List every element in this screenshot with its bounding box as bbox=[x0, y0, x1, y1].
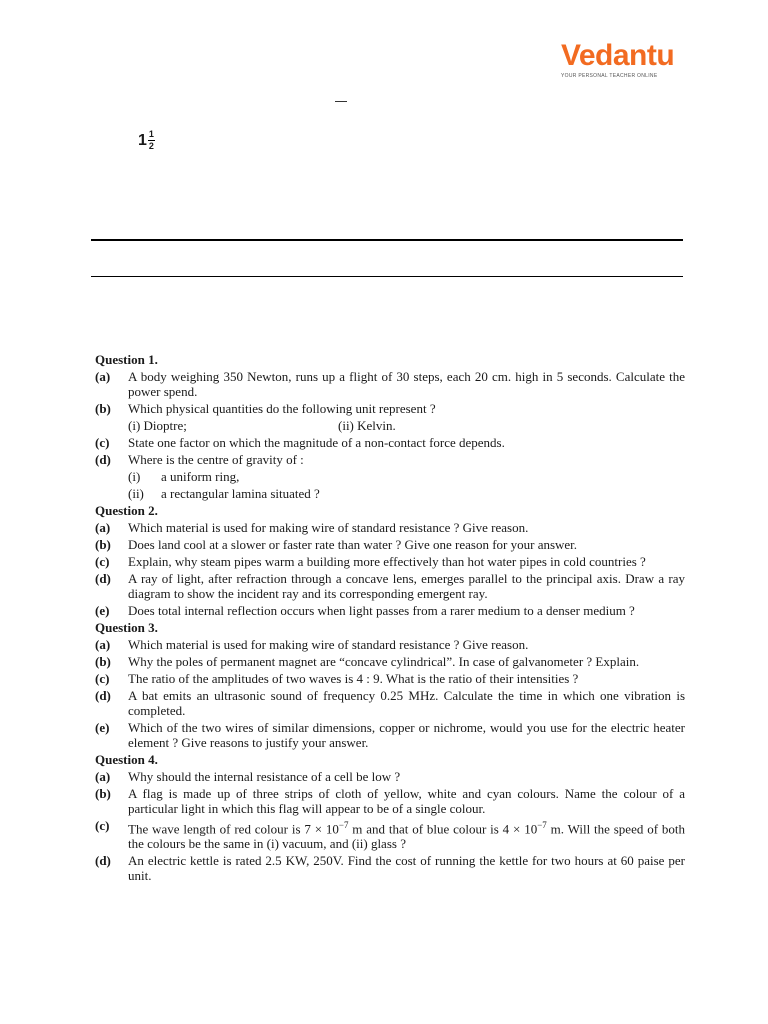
option-text: (i) Dioptre; bbox=[128, 418, 187, 433]
item-label: (d) bbox=[95, 571, 111, 586]
question-item bbox=[95, 452, 685, 467]
item-text: Which material is used for making wire of standard resistance ? Give reason. bbox=[128, 637, 529, 652]
logo-tagline: YOUR PERSONAL TEACHER ONLINE bbox=[561, 73, 658, 79]
question-item bbox=[95, 688, 685, 718]
sub-item-text: a rectangular lamina situated ? bbox=[161, 486, 320, 501]
logo-wordmark: Vedantu bbox=[561, 39, 675, 72]
exponent: −7 bbox=[537, 820, 547, 830]
item-text: A flag is made up of three strips of cloth of yellow, white and cyan colours. Name the colour of a particular light in which this flag will appear to be of a single colour. bbox=[128, 786, 685, 816]
question-item bbox=[95, 520, 685, 535]
item-label: (c) bbox=[95, 671, 110, 686]
sub-item-label: (i) bbox=[128, 469, 141, 484]
question-title: Question 4. bbox=[95, 752, 158, 767]
item-label: (e) bbox=[95, 603, 110, 618]
item-label: (d) bbox=[95, 688, 111, 703]
question-item bbox=[95, 853, 685, 883]
text-part: m and that of blue colour is 4 × 10 bbox=[348, 821, 538, 837]
question-item bbox=[95, 537, 685, 552]
item-label: (a) bbox=[95, 637, 111, 652]
fraction-numerator: 1 bbox=[148, 129, 154, 139]
question-content bbox=[95, 350, 685, 885]
question-item bbox=[95, 571, 685, 601]
sub-item bbox=[128, 486, 685, 501]
item-label: (e) bbox=[95, 720, 110, 735]
text-part: The wave length of red colour is 7 × 10 bbox=[128, 821, 339, 837]
item-text: Which physical quantities do the following unit represent ? bbox=[128, 401, 436, 416]
mixed-fraction bbox=[138, 130, 155, 151]
item-label: (c) bbox=[95, 435, 110, 450]
item-text: The ratio of the amplitudes of two waves is 4 : 9. What is the ratio of their intensities ? bbox=[128, 671, 579, 686]
question-title: Question 1. bbox=[95, 352, 158, 367]
thick-divider bbox=[91, 239, 683, 241]
item-text: Why should the internal resistance of a cell be low ? bbox=[128, 769, 401, 784]
header-dash bbox=[335, 101, 347, 102]
question-title: Question 2. bbox=[95, 503, 158, 518]
question-title: Question 3. bbox=[95, 620, 158, 635]
sub-item-label: (ii) bbox=[128, 486, 144, 501]
item-label: (d) bbox=[95, 853, 111, 869]
thin-divider bbox=[91, 276, 683, 277]
text-part: m. Will the speed of both the colours be the same in (i) vacuum, and (ii) glass ? bbox=[128, 821, 685, 852]
item-label: (b) bbox=[95, 537, 111, 552]
question-item bbox=[95, 369, 685, 399]
question-item bbox=[95, 720, 685, 750]
item-text: Why the poles of permanent magnet are “concave cylindrical”. In case of galvanometer ? Explain. bbox=[128, 654, 640, 669]
question-item bbox=[95, 435, 685, 450]
item-label: (a) bbox=[95, 520, 111, 535]
item-text: Which of the two wires of similar dimensions, copper or nichrome, would you use for the electric heater element ? Give reasons to justify your answer. bbox=[128, 720, 685, 750]
question-item bbox=[95, 637, 685, 652]
item-label: (a) bbox=[95, 369, 111, 384]
item-text: An electric kettle is rated 2.5 KW, 250V. Find the cost of running the kettle for two hours at 60 paise per unit. bbox=[128, 853, 685, 884]
item-label: (c) bbox=[95, 554, 110, 569]
item-text: A ray of light, after refraction through a concave lens, emerges parallel to the principal axis. Draw a ray diagram to show the incident ray and its corresponding emergent ray. bbox=[128, 571, 685, 601]
item-text: Does land cool at a slower or faster rate than water ? Give one reason for your answer. bbox=[128, 537, 578, 552]
item-options bbox=[128, 418, 685, 433]
question-item bbox=[95, 401, 685, 416]
item-label: (c) bbox=[95, 818, 110, 833]
item-text bbox=[128, 818, 685, 851]
item-label: (d) bbox=[95, 452, 111, 467]
question-item bbox=[95, 786, 685, 816]
fraction-whole: 1 bbox=[138, 131, 147, 149]
fraction-denominator: 2 bbox=[148, 141, 154, 151]
item-text: Does total internal reflection occurs when light passes from a rarer medium to a denser medium ? bbox=[128, 603, 635, 618]
question-item bbox=[95, 654, 685, 669]
sub-item bbox=[128, 469, 685, 484]
item-text: A body weighing 350 Newton, runs up a flight of 30 steps, each 20 cm. high in 5 seconds. Calculate the power spend. bbox=[128, 369, 685, 399]
item-label: (b) bbox=[95, 401, 111, 416]
question-item bbox=[95, 769, 685, 784]
sub-item-text: a uniform ring, bbox=[161, 469, 240, 484]
item-label: (a) bbox=[95, 769, 111, 784]
exponent: −7 bbox=[338, 820, 349, 830]
vedantu-logo bbox=[561, 40, 681, 79]
question-item bbox=[95, 554, 685, 569]
question-item bbox=[95, 603, 685, 618]
item-text: State one factor on which the magnitude of a non-contact force depends. bbox=[128, 435, 505, 450]
item-text: A bat emits an ultrasonic sound of frequency 0.25 MHz. Calculate the time in which one vibration is completed. bbox=[128, 688, 685, 718]
question-item bbox=[95, 818, 685, 851]
item-text: Where is the centre of gravity of : bbox=[128, 452, 304, 467]
item-label: (b) bbox=[95, 654, 111, 669]
question-item bbox=[95, 671, 685, 686]
item-text: Which material is used for making wire of standard resistance ? Give reason. bbox=[128, 520, 529, 535]
option-text: (ii) Kelvin. bbox=[338, 418, 396, 433]
fraction-parts bbox=[148, 130, 155, 151]
item-text: Explain, why steam pipes warm a building more effectively than hot water pipes in cold countries ? bbox=[128, 554, 646, 569]
item-label: (b) bbox=[95, 786, 111, 801]
